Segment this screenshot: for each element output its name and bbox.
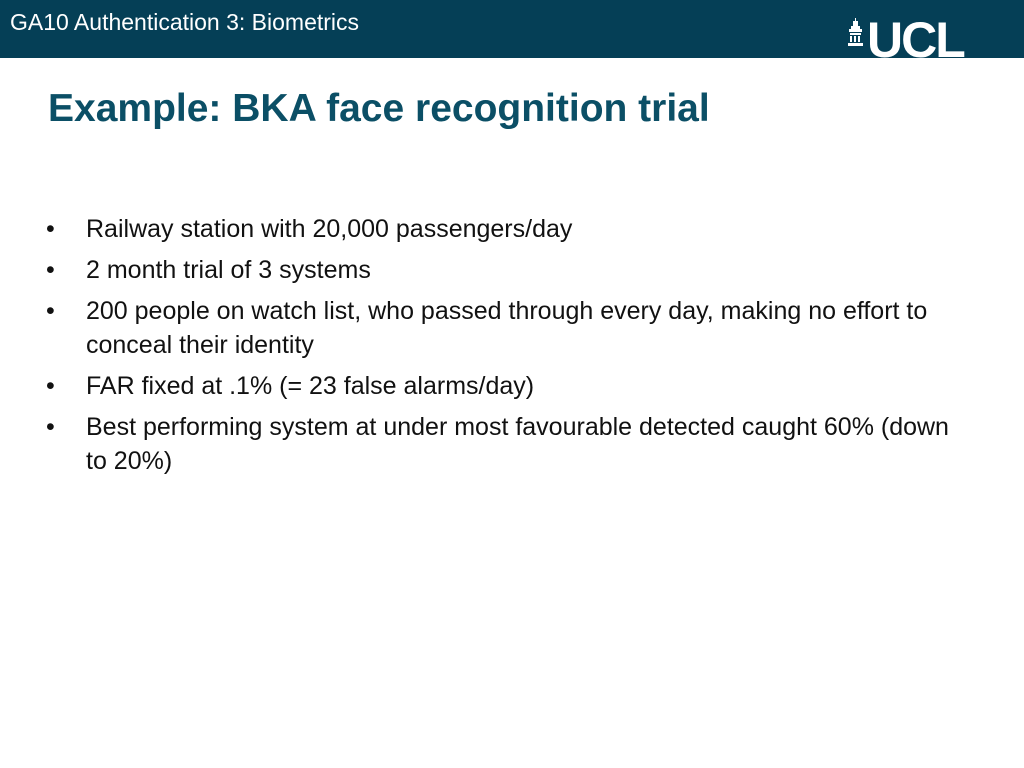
bullet-icon: • — [46, 413, 55, 441]
header-bar — [0, 0, 1024, 58]
course-title: GA10 Authentication 3: Biometrics — [10, 9, 360, 35]
portico-icon — [848, 18, 863, 46]
bullet-text: 2 month trial of 3 systems — [86, 256, 371, 284]
bullet-text: 200 people on watch list, who passed through every day, making no effort to conceal their identity — [86, 297, 928, 359]
list-item — [46, 369, 966, 403]
list-item — [46, 253, 966, 287]
bullet-text: Best performing system at under most favourable detected caught 60% (down to 20%) — [86, 413, 949, 475]
bullet-icon: • — [46, 372, 55, 400]
bullet-text: Railway station with 20,000 passengers/day — [86, 215, 573, 243]
bullet-icon: • — [46, 215, 55, 243]
bullet-icon: • — [46, 297, 55, 325]
ucl-logo — [846, 16, 996, 58]
slide-title: Example: BKA face recognition trial — [48, 87, 710, 130]
bullet-text: FAR fixed at .1% (= 23 false alarms/day) — [86, 372, 535, 400]
bullet-list — [46, 212, 966, 485]
list-item — [46, 294, 966, 362]
bullet-icon: • — [46, 256, 55, 284]
list-item — [46, 212, 966, 246]
list-item — [46, 410, 966, 478]
logo-text: UCL — [867, 16, 964, 58]
